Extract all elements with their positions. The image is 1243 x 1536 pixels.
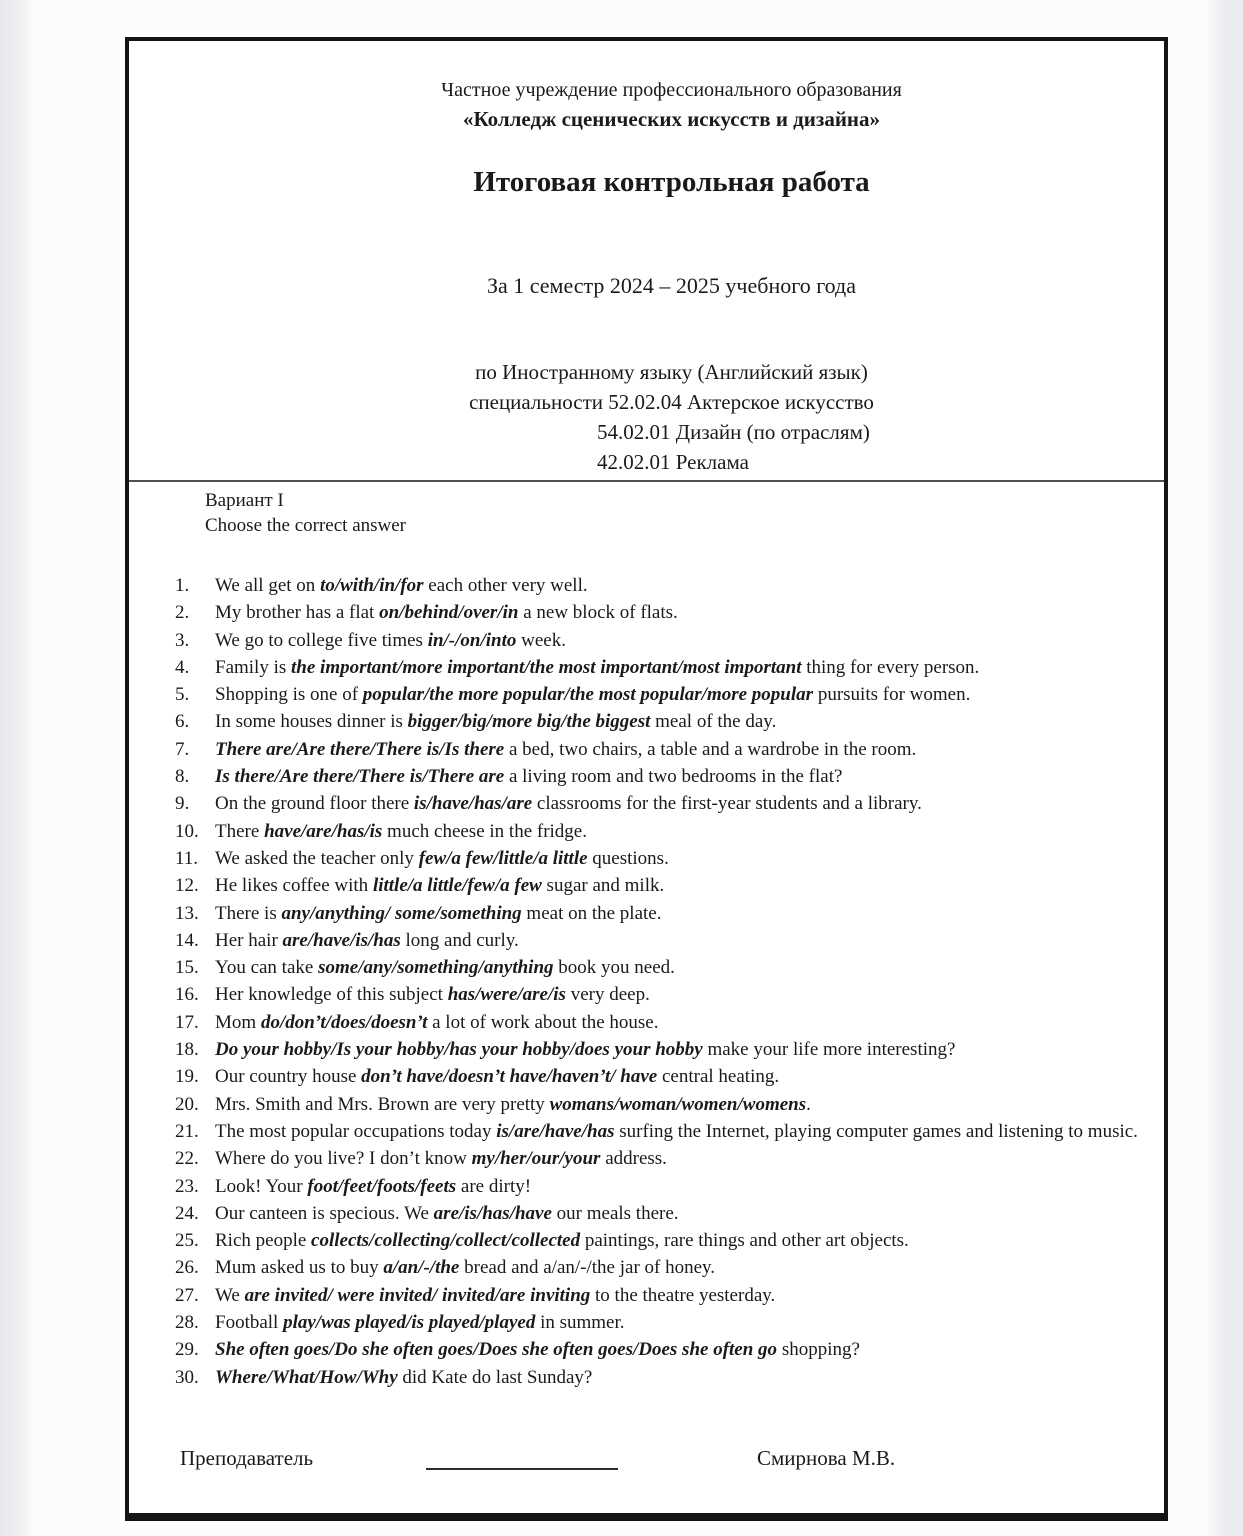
question-item (175, 1009, 1154, 1036)
question-text: Mrs. Smith and Mrs. Brown are very pretty womans/woman/women/womens. (215, 1093, 811, 1115)
question-item (175, 872, 1154, 899)
question-text: On the ground floor there is/have/has/are classrooms for the first-year students and a library. (215, 793, 922, 815)
question-item (175, 627, 1154, 654)
question-text: There are/Are there/There is/Is there a bed, two chairs, a table and a wardrobe in the room. (215, 738, 917, 760)
question-text: Football play/was played/is played/played in summer. (215, 1312, 625, 1334)
question-number: 30. (175, 1366, 199, 1388)
question-text: Is there/Are there/There is/There are a living room and two bedrooms in the flat? (215, 766, 843, 788)
question-number: 4. (175, 656, 190, 678)
semester-line: За 1 семестр 2024 – 2025 учебного года (486, 273, 857, 298)
question-number: 21. (175, 1120, 199, 1142)
question-number: 20. (175, 1093, 199, 1115)
viewer-right-edge (1205, 0, 1243, 1536)
question-number: 2. (175, 602, 190, 624)
question-item (175, 599, 1154, 626)
question-text: Shopping is one of popular/the more popular/the most popular/more popular pursuits for women. (215, 684, 971, 706)
question-item (175, 1036, 1154, 1063)
question-item (175, 1091, 1154, 1118)
question-number: 18. (175, 1039, 199, 1061)
question-number: 3. (175, 629, 190, 651)
question-item (175, 927, 1154, 954)
question-number: 10. (175, 820, 199, 842)
signature-line (426, 1446, 618, 1470)
question-item (175, 681, 1154, 708)
question-number: 26. (175, 1257, 199, 1279)
question-text: He likes coffee with little/a little/few/a few sugar and milk. (215, 875, 665, 897)
question-number: 29. (175, 1339, 199, 1361)
speciality-line-2: 54.02.01 Дизайн (по отраслям) (597, 420, 870, 444)
question-number: 24. (175, 1202, 199, 1224)
question-number: 22. (175, 1148, 199, 1170)
question-text: Her knowledge of this subject has/were/are/is very deep. (215, 984, 650, 1006)
question-list (175, 572, 1154, 1391)
speciality-line-3: 42.02.01 Реклама (597, 450, 749, 474)
question-number: 6. (175, 711, 190, 733)
question-item (175, 572, 1154, 599)
question-text: She often goes/Do she often goes/Does she often goes/Does she often go shopping? (215, 1339, 860, 1361)
question-item (175, 1063, 1154, 1090)
instruction-line: Choose the correct answer (205, 515, 407, 536)
question-item (175, 1254, 1154, 1281)
question-item (175, 845, 1154, 872)
document-header (129, 41, 1164, 482)
question-item (175, 818, 1154, 845)
question-number: 8. (175, 766, 190, 788)
question-text: We all get on to/with/in/for each other very well. (215, 575, 588, 596)
viewer-left-edge (0, 0, 36, 1536)
question-item (175, 1118, 1154, 1145)
question-number: 1. (175, 575, 190, 596)
question-text: Our canteen is specious. We are/is/has/have our meals there. (215, 1202, 679, 1224)
question-item (175, 1364, 1154, 1391)
question-number: 14. (175, 929, 199, 951)
question-item (175, 763, 1154, 790)
question-number: 16. (175, 984, 199, 1006)
question-text: Mum asked us to buy a/an/-/the bread and a/an/-/the jar of honey. (215, 1257, 716, 1279)
question-text: We asked the teacher only few/a few/little/a little questions. (215, 847, 669, 869)
question-item (175, 900, 1154, 927)
question-number: 25. (175, 1230, 199, 1252)
question-text: Where/What/How/Why did Kate do last Sunday? (215, 1366, 593, 1388)
question-text: Where do you live? I don’t know my/her/our/your address. (215, 1148, 667, 1170)
question-number: 5. (175, 684, 190, 706)
subject-line: по Иностранному языку (Английский язык) (475, 360, 868, 384)
question-item (175, 654, 1154, 681)
question-item (175, 736, 1154, 763)
question-number: 23. (175, 1175, 199, 1197)
variant-label: Вариант I (205, 490, 284, 511)
question-item (175, 1227, 1154, 1254)
question-item (175, 1145, 1154, 1172)
document-title: Итоговая контрольная работа (473, 166, 870, 198)
question-number: 13. (175, 902, 199, 924)
document-page (125, 37, 1168, 1521)
question-number: 12. (175, 875, 199, 897)
question-text: There have/are/has/is much cheese in the fridge. (215, 820, 587, 842)
speciality-line-1: специальности 52.02.04 Актерское искусство (469, 390, 874, 414)
question-number: 17. (175, 1011, 199, 1033)
subject-block (189, 357, 1154, 477)
document-footer (129, 1446, 1164, 1488)
question-text: Rich people collects/collecting/collect/collected paintings, rare things and other art objects. (215, 1230, 909, 1252)
question-number: 28. (175, 1312, 199, 1334)
question-text: Our country house don’t have/doesn’t have/haven’t/ have central heating. (215, 1066, 780, 1088)
question-text: We go to college five times in/-/on/into week. (215, 629, 566, 651)
question-item (175, 790, 1154, 817)
question-text: We are invited/ were invited/ invited/are inviting to the theatre yesterday. (215, 1284, 776, 1306)
teacher-label: Преподаватель (180, 1446, 314, 1470)
question-text: In some houses dinner is bigger/big/more big/the biggest meal of the day. (215, 711, 777, 733)
question-number: 9. (175, 793, 190, 815)
question-item (175, 1282, 1154, 1309)
teacher-name: Смирнова М.В. (757, 1446, 896, 1470)
question-number: 19. (175, 1066, 199, 1088)
question-number: 27. (175, 1284, 199, 1306)
question-text: There is any/anything/ some/something meat on the plate. (215, 902, 662, 924)
org-name-line2: «Колледж сценических искусств и дизайна» (462, 107, 881, 131)
question-text: The most popular occupations today is/are/have/has surfing the Internet, playing computer games and listening to music. (215, 1120, 1138, 1142)
question-number: 7. (175, 738, 190, 760)
question-item (175, 1336, 1154, 1363)
question-text: Her hair are/have/is/has long and curly. (215, 929, 519, 951)
question-text: Do your hobby/Is your hobby/has your hobby/does your hobby make your life more interesting? (215, 1039, 956, 1061)
question-number: 11. (175, 847, 199, 869)
question-item (175, 1173, 1154, 1200)
question-item (175, 981, 1154, 1008)
question-text: My brother has a flat on/behind/over/in a new block of flats. (215, 602, 678, 624)
question-item (175, 1309, 1154, 1336)
question-text: Mom do/don’t/does/doesn’t a lot of work about the house. (215, 1011, 659, 1033)
document-body (129, 482, 1164, 1511)
question-text: Look! Your foot/feet/foots/feets are dirty! (215, 1175, 532, 1197)
org-name-line1: Частное учреждение профессионального образования (441, 79, 902, 101)
question-text: You can take some/any/something/anything book you need. (215, 957, 675, 979)
question-number: 15. (175, 957, 199, 979)
question-item (175, 708, 1154, 735)
question-text: Family is the important/more important/the most important/most important thing for every person. (215, 656, 980, 678)
question-item (175, 954, 1154, 981)
question-item (175, 1200, 1154, 1227)
